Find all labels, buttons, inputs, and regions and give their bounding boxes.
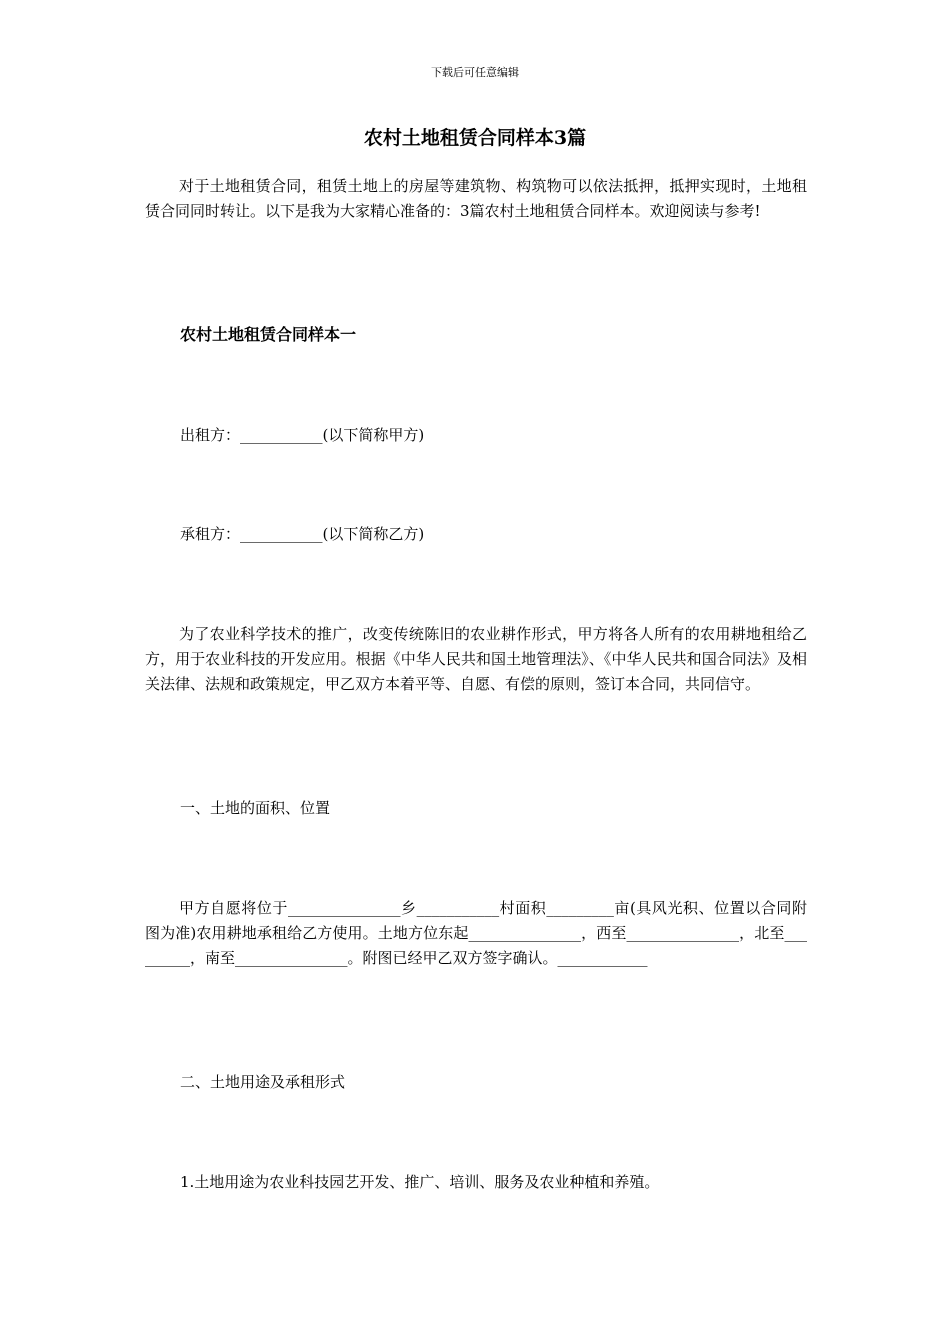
- intro-paragraph: 对于土地租赁合同，租赁土地上的房屋等建筑物、构筑物可以依法抵押，抵押实现时，土地租赁合同同时转让。以下是我为大家精心准备的：3篇农村土地租赁合同样本。欢迎阅读与参考!: [145, 177, 807, 220]
- clause-1-text: 甲方自愿将位于_______________乡___________村面积_________亩(具风光积、位置以合同附图为准)农用耕地承租给乙方使用。土地方位东起_______________，西至_______________，北至_________，南至_______________。附图已经甲乙双方签字确认。____________: [145, 899, 807, 967]
- preamble-paragraph: 为了农业科学技术的推广，改变传统陈旧的农业耕作形式，甲方将各人所有的农用耕地租给乙方，用于农业科技的开发应用。根据《中华人民共和国土地管理法》、《中华人民共和国合同法》及相关法律、法规和政策规定，甲乙双方本着平等、自愿、有偿的原则，签订本合同，共同信守。: [145, 625, 807, 693]
- clause-2-item-1: 1.土地用途为农业科技园艺开发、推广、培训、服务及农业种植和养殖。: [180, 1173, 660, 1191]
- section-one-title: 农村土地租赁合同样本一: [180, 325, 357, 344]
- document-title: 农村土地租赁合同样本3篇: [363, 127, 587, 149]
- clause-2-heading: 二、土地用途及承租形式: [180, 1073, 346, 1091]
- clause-1-heading: 一、土地的面积、位置: [180, 799, 331, 817]
- lessee-line: 承租方：___________(以下简称乙方): [180, 525, 425, 543]
- lessor-line: 出租方：___________(以下简称甲方): [180, 426, 425, 444]
- download-note: 下载后可任意编辑: [431, 66, 519, 79]
